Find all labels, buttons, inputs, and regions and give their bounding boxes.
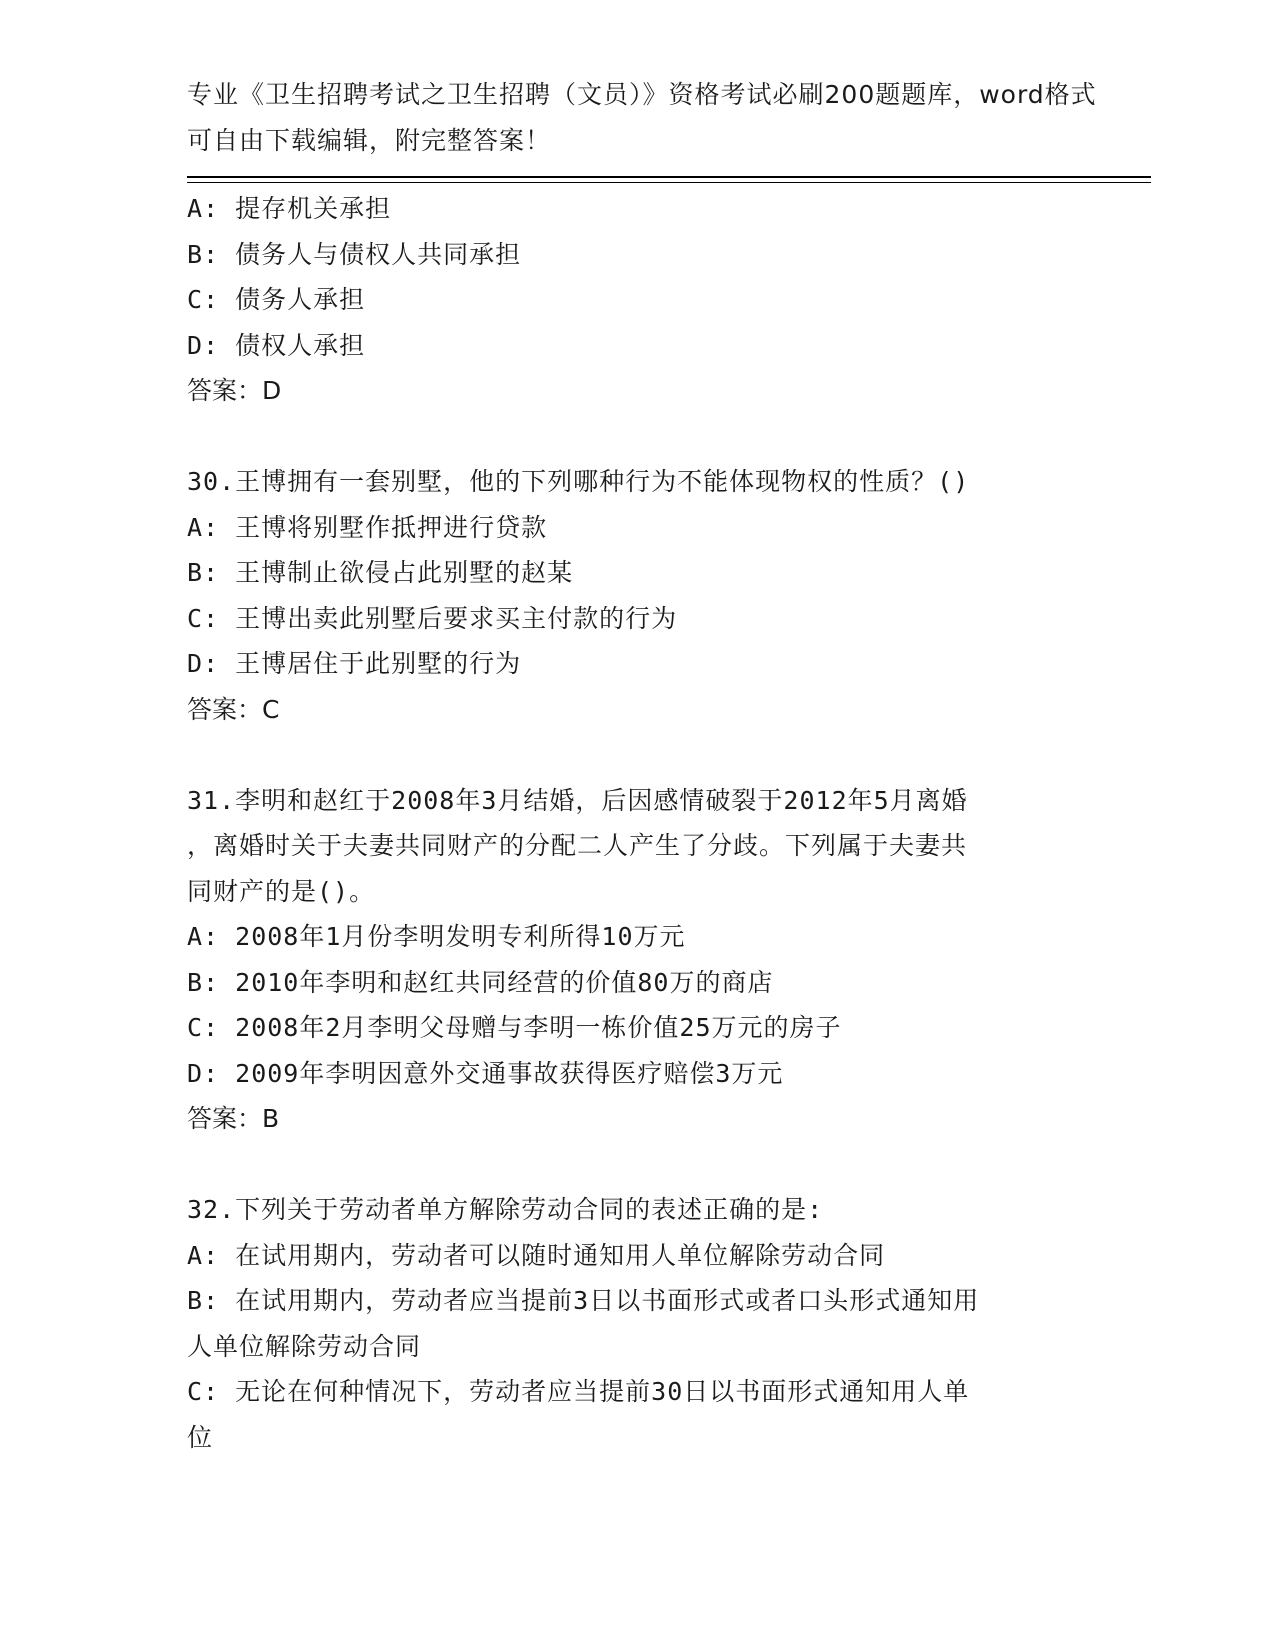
spacer [187,1142,1087,1188]
option-c-continued: 位 [187,1422,214,1452]
spacer [187,414,1087,460]
question-block-32 [187,1187,1087,1460]
answer-line: 答案：D [187,376,282,405]
question-text: ，离婚时关于夫妻共同财产的分配二人产生了分歧。下列属于夫妻共 [187,831,968,860]
header-divider-thick [187,176,1151,178]
option-b: B: 2010年李明和赵红共同经营的价值80万的商店 [187,967,774,997]
option-c: C: 王博出卖此别墅后要求买主付款的行为 [187,603,678,633]
document-header [187,72,1097,163]
option-a: A: 2008年1月份李明发明专利所得10万元 [187,922,686,951]
option-d: D: 2009年李明因意外交通事故获得医疗赔偿3万元 [187,1058,784,1088]
option-b-continued: 人单位解除劳动合同 [187,1331,422,1361]
option-b: B: 债务人与债权人共同承担 [187,239,522,269]
question-text: 31.李明和赵红于2008年3月结婚，后因感情破裂于2012年5月离婚 [187,785,968,815]
option-a: A: 王博将别墅作抵押进行贷款 [187,512,548,542]
header-line-2: 可自由下载编辑，附完整答案！ [187,125,552,155]
option-b: B: 王博制止欲侵占此别墅的赵某 [187,558,574,587]
option-c: C: 债务人承担 [187,285,366,314]
header-divider-thin [187,182,1151,183]
option-b: B: 在试用期内，劳动者应当提前3日以书面形式或者口头形式通知用 [187,1286,980,1315]
option-d: D: 王博居住于此别墅的行为 [187,649,522,678]
answer-line: 答案：C [187,694,280,724]
option-a: A: 提存机关承担 [187,194,392,223]
question-text: 32.下列关于劳动者单方解除劳动合同的表述正确的是: [187,1195,824,1224]
question-list [187,186,1087,1460]
option-a: A: 在试用期内，劳动者可以随时通知用人单位解除劳动合同 [187,1240,886,1270]
question-block-31 [187,778,1087,1142]
question-block-30 [187,459,1087,732]
spacer [187,732,1087,778]
option-c: C: 2008年2月李明父母赠与李明一栋价值25万元的房子 [187,1013,842,1042]
question-block-29 [187,186,1087,414]
answer-line: 答案：B [187,1104,280,1133]
option-d: D: 债权人承担 [187,330,366,360]
question-text: 30.王博拥有一套别墅，他的下列哪种行为不能体现物权的性质？() [187,467,970,496]
option-c: C: 无论在何种情况下，劳动者应当提前30日以书面形式通知用人单 [187,1377,970,1406]
header-line-1: 专业《卫生招聘考试之卫生招聘（文员）》资格考试必刷200题题库，word格式 [187,80,1097,109]
question-text: 同财产的是()。 [187,876,376,906]
